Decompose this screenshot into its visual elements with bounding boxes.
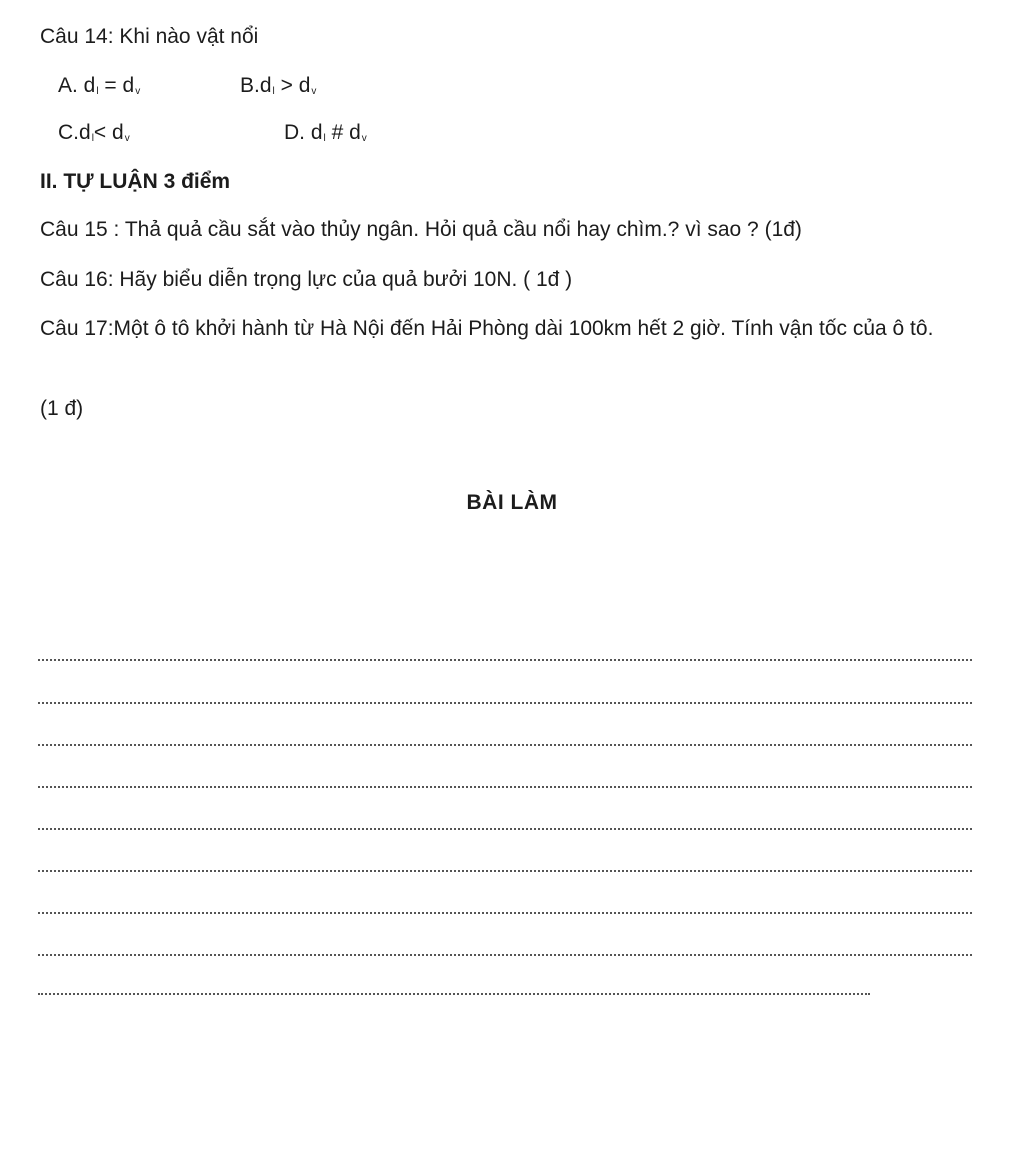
answer-line bbox=[38, 954, 972, 956]
q14-option-a-sub2: v bbox=[135, 86, 141, 97]
q14-option-d-sub1: l bbox=[323, 133, 326, 144]
q14-option-d-prefix: D. d bbox=[284, 121, 323, 144]
q14-option-a bbox=[58, 74, 140, 104]
q15-text: Câu 15 : Thả quả cầu sắt vào thủy ngân. Hỏi quả cầu nổi hay chìm.? vì sao ? (1đ) bbox=[40, 218, 802, 241]
q14-option-c-prefix: C.d bbox=[58, 121, 91, 144]
q14-option-c-mid: < d bbox=[93, 121, 124, 144]
q17-text: Câu 17:Một ô tô khởi hành từ Hà Nội đến Hải Phòng dài 100km hết 2 giờ. Tính vận tốc của ô tô. bbox=[40, 317, 934, 340]
answer-line bbox=[38, 993, 870, 995]
q14-option-b bbox=[240, 74, 316, 104]
cut-off-text-fragment bbox=[120, 0, 440, 4]
answer-title: BÀI LÀM bbox=[466, 491, 558, 514]
answer-line bbox=[38, 744, 972, 746]
q16-text: Câu 16: Hãy biểu diễn trọng lực của quả bưởi 10N. ( 1đ ) bbox=[40, 268, 573, 291]
q14-option-b-sub1: l bbox=[272, 86, 275, 97]
q14-option-a-mid: = d bbox=[98, 74, 135, 97]
answer-line bbox=[38, 828, 972, 830]
q14-option-d-mid: # d bbox=[325, 121, 361, 144]
section-title: II. TỰ LUẬN 3 điểm bbox=[40, 170, 231, 193]
q17-points: (1 đ) bbox=[40, 397, 84, 420]
answer-line bbox=[38, 870, 972, 872]
answer-line bbox=[38, 912, 972, 914]
q14-option-b-sub2: v bbox=[311, 86, 317, 97]
q14-option-c bbox=[58, 121, 130, 151]
cut-off-previous-line bbox=[120, 0, 440, 4]
q14-option-b-prefix: B.d bbox=[240, 74, 272, 97]
answer-line bbox=[38, 702, 972, 704]
q14-question: Câu 14: Khi nào vật nổi bbox=[40, 25, 259, 48]
q14-option-c-sub1: l bbox=[91, 133, 94, 144]
answer-line bbox=[38, 659, 972, 661]
q14-option-a-prefix: A. d bbox=[58, 74, 96, 97]
q14-option-a-sub1: l bbox=[96, 86, 99, 97]
answer-line bbox=[38, 786, 972, 788]
q14-option-d bbox=[284, 121, 367, 151]
q14-option-d-sub2: v bbox=[361, 133, 367, 144]
q14-option-b-mid: > d bbox=[274, 74, 311, 97]
q14-option-c-sub2: v bbox=[124, 133, 130, 144]
